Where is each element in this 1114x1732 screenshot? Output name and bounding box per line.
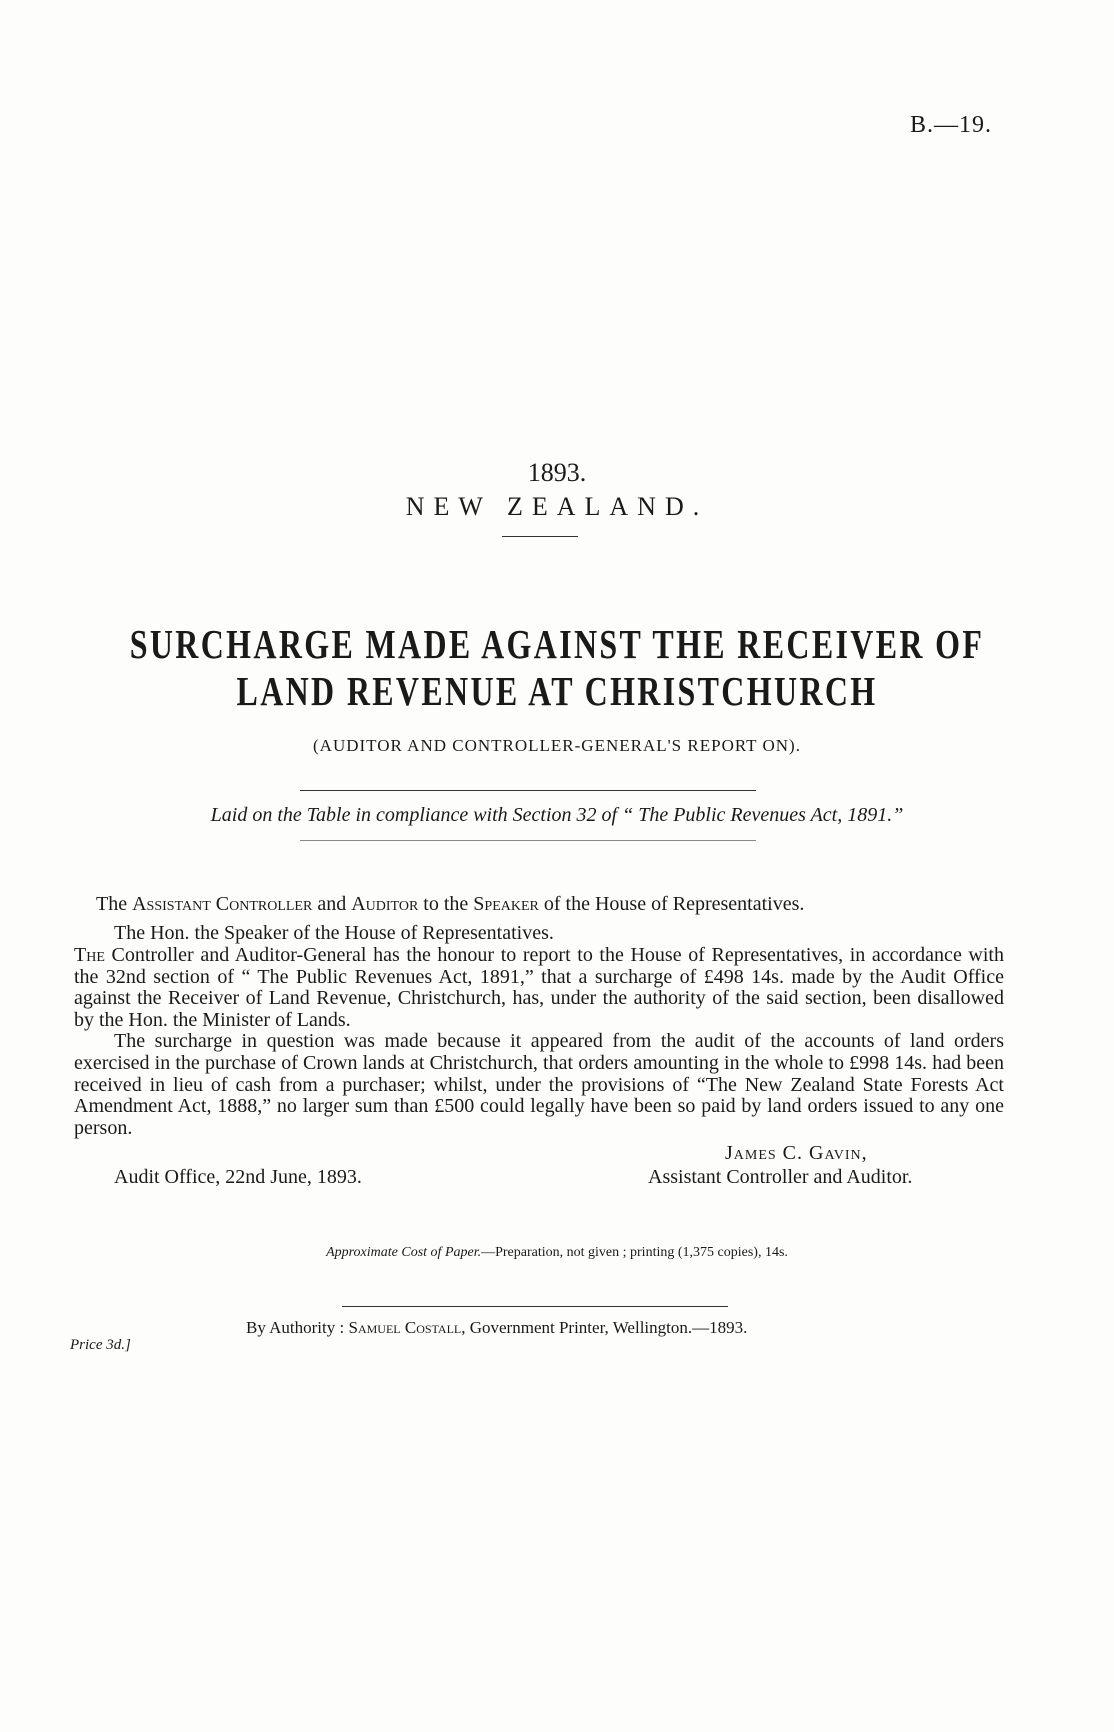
report-body (74, 945, 1004, 1139)
cost-of-paper (0, 1245, 1114, 1261)
address-office: Auditor (351, 893, 419, 915)
address-word: to the (423, 893, 469, 915)
address-office: Assistant Controller (132, 893, 313, 915)
divider-below-laid (300, 840, 756, 841)
signatory-name: James C. Gavin, (725, 1142, 868, 1164)
divider-short (502, 536, 578, 537)
address-line (96, 893, 804, 916)
divider-authority (342, 1306, 728, 1307)
address-word: of the House of Representatives. (543, 893, 805, 915)
paragraph-1 (74, 945, 1004, 1031)
authority-suffix: , Government Printer, Wellington.—1893. (461, 1318, 748, 1337)
title-line-1: SURCHARGE MADE AGAINST THE RECEIVER OF (129, 621, 985, 667)
cost-label: Approximate Cost of Paper. (326, 1245, 482, 1260)
laid-on-table-notice: Laid on the Table in compliance with Section 32 of “ The Public Revenues Act, 1891.” (210, 804, 904, 826)
country-heading: NEW ZEALAND. (405, 492, 709, 521)
place-and-date: Audit Office, 22nd June, 1893. (114, 1166, 362, 1188)
address-word: and (317, 893, 347, 915)
printer-name: Samuel Costall (348, 1318, 462, 1337)
signatory-title: Assistant Controller and Auditor. (648, 1166, 913, 1188)
address-word: The (96, 893, 128, 915)
publication-year: 1893. (527, 458, 587, 487)
authority-prefix: By Authority : (246, 1318, 349, 1337)
subtitle: (AUDITOR AND CONTROLLER-GENERAL'S REPORT ON). (313, 736, 801, 755)
paragraph-1-text: Controller and Auditor-General has the honour to report to the House of Representatives, in accordance with the 32nd section of “ The Public Revenues Act, 1891,” that a surcharge of £498 14s. made by the Audit Office against the Receiver of Land Revenue, Christchurch, has, under the authority of the said section, been disallowed by the Hon. the Minister of Lands. (74, 944, 1004, 1031)
printer-authority (246, 1318, 747, 1338)
paragraph-2: The surcharge in question was made because it appeared from the audit of the accounts of land orders exercised in the purchase of Crown lands at Christchurch, that orders amounting in the whole to £998 14s. had been received in lieu of cash from a purchaser; whilst, under the provisions of “The New Zealand State Forests Act Amendment Act, 1888,” no larger sum than £500 could legally have been so paid by land orders issued to any one person. (74, 1030, 1004, 1139)
document-reference: B.—19. (910, 112, 993, 138)
title-line-2: LAND REVENUE AT CHRISTCHURCH (236, 668, 878, 714)
cost-text: —Preparation, not given ; printing (1,375 copies), 14s. (481, 1245, 788, 1260)
paragraph-lead: The (74, 944, 105, 966)
price-notice: Price 3d.] (70, 1337, 131, 1353)
address-office: Speaker (473, 893, 539, 915)
salutation: The Hon. the Speaker of the House of Representatives. (114, 922, 554, 944)
divider-above-laid (300, 790, 756, 791)
